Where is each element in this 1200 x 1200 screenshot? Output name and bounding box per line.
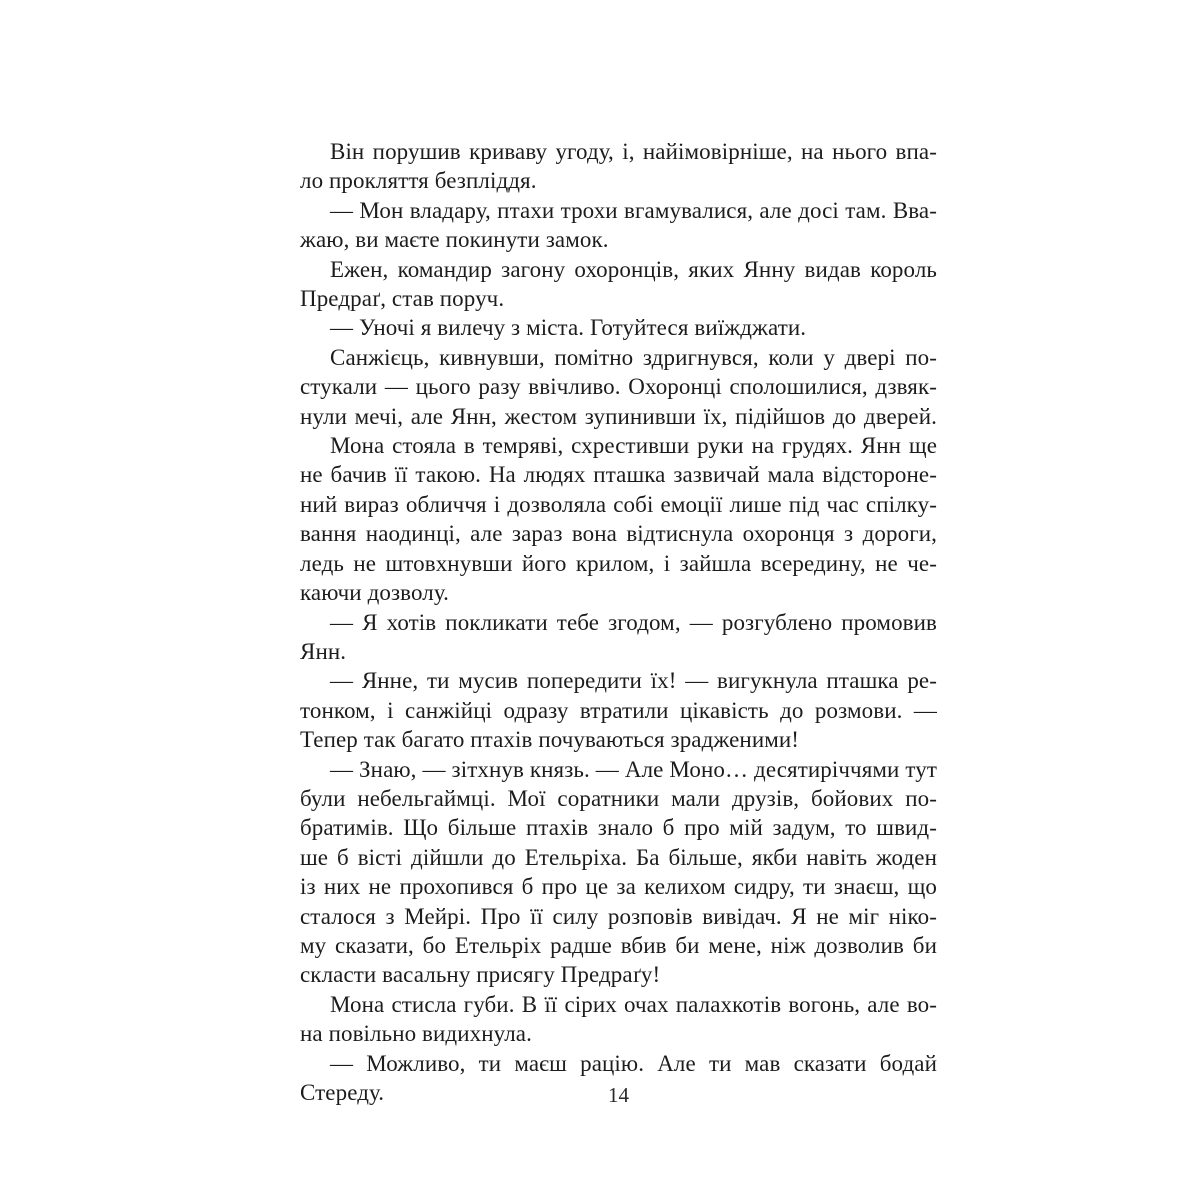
text-line: вання наодинці, але зараз вона відтиснула охоронця з дороги,	[300, 521, 937, 547]
text-line: на повільно видихнула.	[300, 1021, 532, 1047]
text-line: — Уночі я вилечу з міста. Готуйтеся виїжджати.	[330, 315, 807, 341]
text-line: Санжієць, кивнувши, помітно здригнувся, коли у двері по-	[330, 344, 937, 370]
paragraph	[300, 137, 937, 196]
paragraph	[300, 990, 937, 1049]
text-line: скласти васальну присягу Предраґу!	[300, 962, 661, 988]
text-line: братимів. Що більше птахів знало б про мій задум, то швид-	[300, 815, 937, 841]
text-line: із них не прохопився б про це за келихом сидру, ти знаєш, що	[300, 874, 937, 900]
text-line: Тепер так багато птахів почуваються зрадженими!	[300, 727, 800, 753]
paragraph	[300, 608, 937, 667]
paragraph	[300, 431, 937, 607]
text-line: Янн.	[300, 638, 347, 664]
paragraph	[300, 313, 937, 342]
text-line: ше б вісті дійшли до Етельріха. Ба більше, якби навіть жоден	[300, 844, 937, 870]
text-line: ний вираз обличчя і дозволяла собі емоції лише під час спілку-	[300, 491, 937, 517]
paragraph	[300, 755, 937, 990]
text-line: ло прокляття безпліддя.	[300, 168, 537, 194]
text-line: Предраґ, став поруч.	[300, 286, 505, 312]
text-line: Ежен, командир загону охоронців, яких Янну видав король	[330, 256, 937, 282]
page-number: 14	[608, 1083, 629, 1107]
text-line: му сказати, бо Етельріх радше вбив би мене, ніж дозволив би	[300, 932, 937, 958]
text-line: стукали — цього разу ввічливо. Охоронці сполошилися, дзвяк-	[300, 374, 937, 400]
text-line: Він порушив криваву угоду, і, найімовірніше, на нього впа-	[330, 139, 937, 164]
text-line: каючи дозволу.	[300, 580, 449, 606]
text-line: жаю, ви маєте покинути замок.	[300, 227, 609, 253]
text-line: Мона стояла в темряві, схрестивши руки на грудях. Янн ще	[330, 433, 937, 459]
text-line: — Я хотів покликати тебе згодом, — розгублено промовив	[330, 609, 937, 635]
paragraph	[300, 255, 937, 314]
paragraph	[300, 343, 937, 431]
text-line: ледь не штовхнувши його крилом, і зайшла всередину, не че-	[300, 550, 937, 576]
paragraph	[300, 196, 937, 255]
text-line: сталося з Мейрі. Про її силу розповів вивідач. Я не міг ніко-	[300, 903, 937, 929]
text-line: були небельгаймці. Мої соратники мали друзів, бойових по-	[300, 785, 937, 811]
text-line: — Знаю, — зітхнув князь. — Але Моно… десятиріччями тут	[330, 756, 937, 782]
text-block	[300, 137, 937, 1107]
text-line: — Можливо, ти маєш рацію. Але ти мав сказати бодай Стереду.	[300, 1050, 937, 1105]
text-line: тонком, і санжійці одразу втратили цікавість до розмови. —	[300, 697, 937, 723]
paragraph	[300, 666, 937, 754]
text-line: нули мечі, але Янн, жестом зупинивши їх, підійшов до дверей.	[300, 403, 937, 429]
text-line: не бачив її такою. На людях пташка зазвичай мала відстороне-	[300, 462, 937, 488]
text-line: — Янне, ти мусив попередити їх! — вигукнула пташка ре-	[330, 668, 937, 694]
text-line: — Мон владару, птахи трохи вгамувалися, але досі там. Вва-	[330, 197, 937, 223]
text-line: Мона стисла губи. В її сірих очах палахкотів вогонь, але во-	[330, 991, 937, 1017]
